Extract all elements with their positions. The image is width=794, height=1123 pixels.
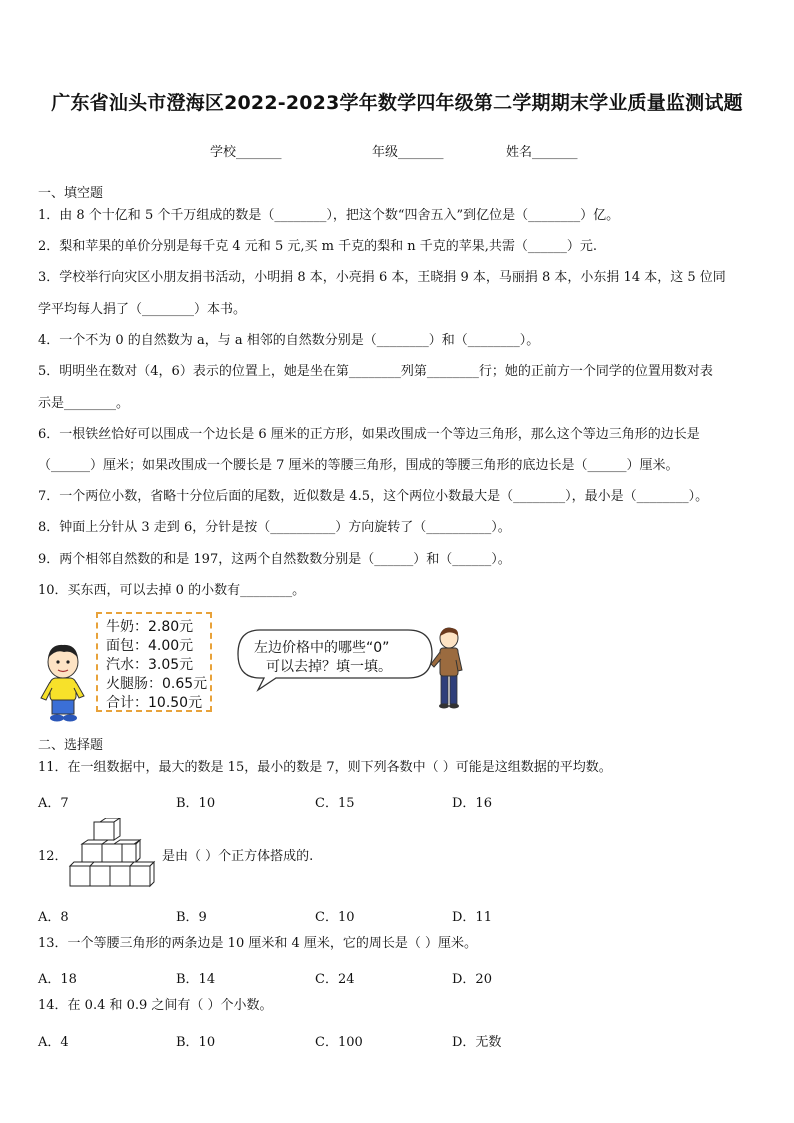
q14-option-d[interactable]: D．无数 xyxy=(452,1035,502,1050)
q13-option-a[interactable]: A．18 xyxy=(38,972,77,987)
question-10: 10．买东西，可以去掉 0 的小数有________。 xyxy=(38,583,306,598)
question-8: 8．钟面上分针从 3 走到 6，分针是按（__________）方向旋转了（__________）。 xyxy=(38,520,511,535)
question-11: 11．在一组数据中，最大的数是 15，最小的数是 7，则下列各数中（ ）可能是这组数据的平均数。 xyxy=(38,760,612,775)
q14-option-c[interactable]: C．100 xyxy=(315,1035,363,1050)
speech-line-2: 可以去掉？填一填。 xyxy=(266,659,392,675)
name-field: 姓名_______ xyxy=(506,145,578,160)
price-bread: 面包：4.00元 xyxy=(106,638,194,654)
question-3-line2: 学平均每人捐了（________）本书。 xyxy=(38,302,247,317)
q12-option-d[interactable]: D．11 xyxy=(452,910,492,925)
cube-stack-figure xyxy=(64,818,160,890)
grade-field: 年级_______ xyxy=(372,145,444,160)
question-14: 14．在 0.4 和 0.9 之间有（ ）个小数。 xyxy=(38,998,273,1013)
q11-option-b[interactable]: B．10 xyxy=(176,796,216,811)
question-9: 9．两个相邻自然数的和是 197，这两个自然数数分别是（______）和（______）。 xyxy=(38,552,511,567)
q13-option-b[interactable]: B．14 xyxy=(176,972,216,987)
q13-option-c[interactable]: C．24 xyxy=(315,972,355,987)
q12-option-c[interactable]: C．10 xyxy=(315,910,355,925)
q11-option-d[interactable]: D．16 xyxy=(452,796,492,811)
question-5-line2: 示是________。 xyxy=(38,396,130,411)
price-soda: 汽水：3.05元 xyxy=(106,657,194,673)
question-12: 是由（ ）个正方体搭成的. xyxy=(162,849,314,864)
q11-option-a[interactable]: A．7 xyxy=(38,796,69,811)
q12-option-b[interactable]: B．9 xyxy=(176,910,207,925)
man-illustration xyxy=(428,626,468,710)
q11-option-c[interactable]: C．15 xyxy=(315,796,355,811)
school-field: 学校_______ xyxy=(210,145,282,160)
question-1: 1．由 8 个十亿和 5 个千万组成的数是（________），把这个数“四舍五入”到亿位是（________）亿。 xyxy=(38,208,620,223)
section-choice: 二、选择题 xyxy=(38,738,104,753)
price-total: 合计：10.50元 xyxy=(106,695,203,711)
q12-option-a[interactable]: A．8 xyxy=(38,910,69,925)
page-title: 广东省汕头市澄海区2022-2023学年数学四年级第二学期期末学业质量监测试题 xyxy=(51,92,743,114)
question-7: 7．一个两位小数，省略十分位后面的尾数，近似数是 4.5，这个两位小数最大是（________），最小是（________）。 xyxy=(38,489,709,504)
question-3-line1: 3．学校举行向灾区小朋友捐书活动，小明捐 8 本，小亮捐 6 本，王晓捐 9 本，马丽捐 8 本，小东捐 14 本，这 5 位同 xyxy=(38,270,726,285)
question-5-line1: 5．明明坐在数对（4，6）表示的位置上，她是坐在第________列第________行；她的正前方一个同学的位置用数对表 xyxy=(38,364,713,379)
price-milk: 牛奶：2.80元 xyxy=(106,619,194,635)
question-12-number: 12． xyxy=(38,849,68,864)
boy-illustration xyxy=(38,640,88,724)
question-13: 13．一个等腰三角形的两条边是 10 厘米和 4 厘米，它的周长是（ ）厘米。 xyxy=(38,936,478,951)
question-6-line2: （______）厘米；如果改围成一个腰长是 7 厘米的等腰三角形，围成的等腰三角形的底边长是（______）厘米。 xyxy=(38,458,679,473)
q13-option-d[interactable]: D．20 xyxy=(452,972,492,987)
speech-line-1: 左边价格中的哪些“0” xyxy=(254,640,390,656)
q14-option-b[interactable]: B．10 xyxy=(176,1035,216,1050)
question-4: 4．一个不为 0 的自然数为 a，与 a 相邻的自然数分别是（________）和（________）。 xyxy=(38,333,540,348)
section-fill-blank: 一、填空题 xyxy=(38,186,104,201)
price-sausage: 火腿肠：0.65元 xyxy=(106,676,208,692)
question-6-line1: 6．一根铁丝恰好可以围成一个边长是 6 厘米的正方形，如果改围成一个等边三角形，那么这个等边三角形的边长是 xyxy=(38,427,700,442)
q14-option-a[interactable]: A．4 xyxy=(38,1035,69,1050)
price-note xyxy=(96,612,212,712)
question-2: 2．梨和苹果的单价分别是每千克 4 元和 5 元,买 m 千克的梨和 n 千克的苹果,共需（______）元. xyxy=(38,239,597,254)
